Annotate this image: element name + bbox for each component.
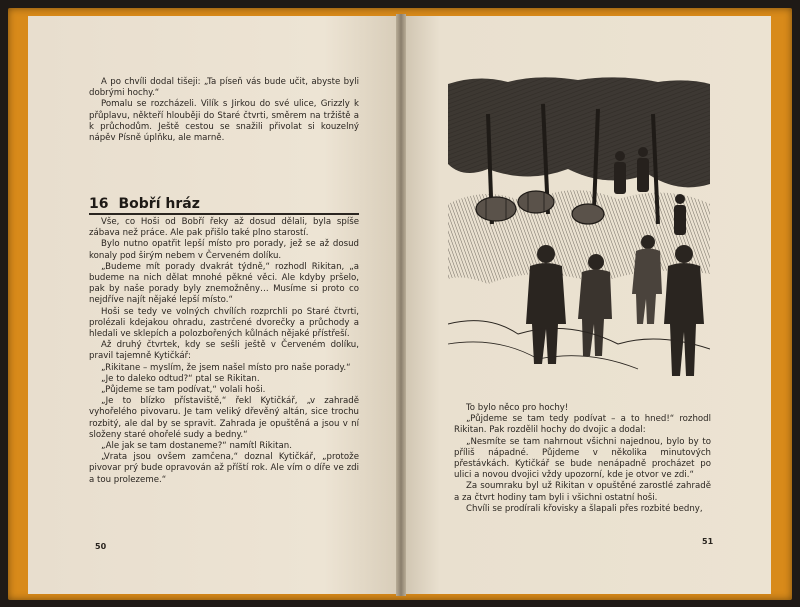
left-body-text (89, 217, 359, 486)
illustration (448, 74, 710, 378)
paragraph: „Ale jak se tam dostaneme?“ namítl Rikitan. (101, 441, 292, 452)
left-top-text (89, 77, 359, 144)
paragraph: Vše, co Hoši od Bobří řeky až dosud dělali, byla spíše zábava než práce. Ale pak přišlo také plno starostí. (89, 217, 359, 239)
book-gutter (396, 14, 406, 596)
paragraph: Až druhý čtvrtek, kdy se sešli ještě v Červeném dolíku, pravil tajemně Kytičkář: (89, 340, 359, 362)
paragraph: Hoši se tedy ve volných chvílích rozprchli po Staré čtvrti, prolézali kdejakou ohradu, zastrčené dvorečky a průchody a hledali ve sklepích a polozbořených kůlnách nějaké přístřeší. (89, 306, 359, 340)
paragraph: „Nesmíte se tam nahrnout všichni najednou, bylo by to příliš nápadné. Půjdeme v několika minutových přestávkách. Kytičkář se bude nenápadně procházet po ulici a novou dvojici vždy upozorní, kde je otvor ve zdi.“ (454, 436, 711, 481)
paragraph: „Půjdeme se tam tedy podívat – a to hned!“ rozhodl Rikitan. Pak rozdělil hochy do dvojic a dodal: (454, 414, 711, 436)
paragraph: A po chvíli dodal tišeji: „Ta píseň vás bude učit, abyste byli dobrými hochy.“ (89, 77, 359, 99)
paragraph: „Půjdeme se tam podívat,“ volali hoši. (101, 385, 266, 396)
paragraph: „Vrata jsou ovšem zamčena,“ doznal Kytičkář, „protože pivovar prý bude opravován až příští rok. Ale vím o díře ve zdi a tou prolezeme.“ (89, 452, 359, 485)
paragraph: Pomalu se rozcházeli. Vilík s Jirkou do své ulice, Grizzly k přůplavu, někteří hlouběji do Staré čtvrti, směrem na tržiště a k průchodům. Ještě cestou se snažili přivolat si kouzelný nápěv Písně úplňku, ale marně. (89, 99, 359, 144)
chapter-heading (89, 196, 359, 215)
chapter-title: Bobří hráz (118, 196, 200, 212)
paragraph: To bylo něco pro hochy! (466, 403, 569, 413)
paragraph: Chvíli se prodírali křovisky a šlapali přes rozbité bedny, (466, 503, 703, 514)
page-number-right: 51 (702, 537, 714, 546)
paragraph: Za soumraku byl už Rikitan v opuštěné zarostlé zahradě a za čtvrt hodiny tam byli i všichni ostatní hoši. (454, 481, 711, 503)
paragraph: „Rikitane – myslím, že jsem našel místo pro naše porady.“ (101, 362, 351, 373)
paragraph: Bylo nutno opatřit lepší místo pro porady, jež se až dosud konaly pod širým nebem v Červeném dolíku. (89, 239, 359, 261)
right-body-text (454, 403, 711, 515)
page-number-left: 50 (95, 542, 107, 551)
paragraph: „Je to blízko přístaviště,“ řekl Kytičkář, „v zahradě vyhořelého pivovaru. Je tam veliký dřevěný altán, sice trochu rozbitý, ale dal by se spravit. Zahrada je opuštěná a jsou v ní složeny staré ohořelé sudy a bedny.“ (89, 396, 359, 440)
chapter-number: 16 (89, 196, 109, 212)
paragraph: „Je to daleko odtud?“ ptal se Rikitan. (101, 373, 260, 384)
paragraph: „Budeme mít porady dvakrát týdně,“ rozhodl Rikitan, „a budeme na nich dělat mnohé pěkné věci. Ale kdyby pršelo, pak by naše porady byly znemožněny… Musíme si proto co nejdříve najít nějaké lepší místo.“ (89, 261, 359, 306)
